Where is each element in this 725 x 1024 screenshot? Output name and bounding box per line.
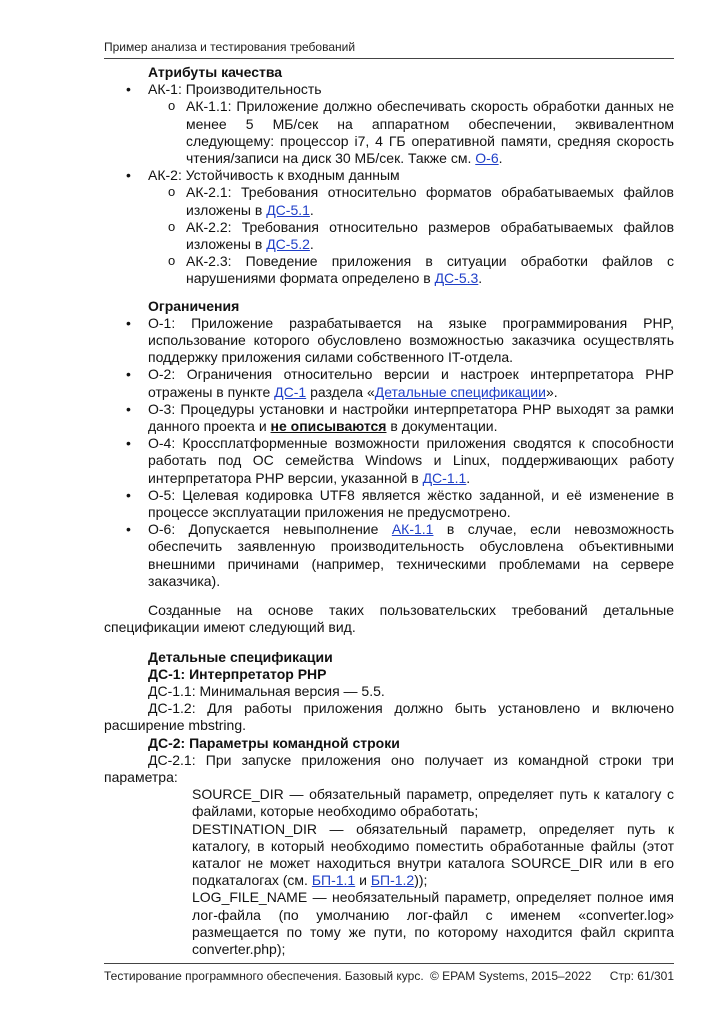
list-item-ak1: • АК-1: Производительность [104,81,674,98]
ds12-text: ДС-1.2: Для работы приложения должно быть установлено и включено расширение mbstring. [104,700,674,734]
quality-list [104,81,674,287]
param-destination-dir [104,821,674,890]
param-source-dir: SOURCE_DIR — обязательный параметр, определяет путь к каталогу с файлами, которые необходимо обработать; [192,786,674,820]
list-item-o3 [104,401,674,435]
link-ds53[interactable]: ДС-5.3 [434,270,479,287]
header-divider [104,58,674,59]
list-item-o4 [104,435,674,487]
o2-text-b: раздела « [306,383,375,400]
o3-emphasis: не описываются [270,418,387,435]
footer-page-number: Стр: 61/301 [609,969,674,983]
list-item-ak22 [104,219,674,253]
p2-text-mid: и [355,872,371,889]
list-item-o5: • О-5: Целевая кодировка UTF8 является жёстко заданной, и её изменение в процессе эксплуатации приложения не предусмотрено. [104,487,674,521]
link-bp12[interactable]: БП-1.2 [370,872,415,889]
ak11-end: . [498,150,503,167]
ds21-text: ДС-2.1: При запуске приложения оно получает из командной строки три параметра: [104,751,674,785]
link-ds11[interactable]: ДС-1.1 [422,469,467,486]
specs-heading: Детальные спецификации [148,648,333,665]
footer-course-title: Тестирование программного обеспечения. Базовый курс. [104,969,424,983]
param-log-file-name: LOG_FILE_NAME — необязательный параметр, определяет полное имя лог-файла (по умолчанию лог-файл с именем «converter.log» размещается по тому же пути, по которому находится файл скрипта converter.php); [192,889,674,957]
list-item-ak11 [104,98,674,167]
o2-text-c: ». [545,383,558,400]
link-bp11[interactable]: БП-1.1 [311,872,356,889]
o2-text-a: О-2: Ограничения относительно версии и настроек интерпретатора PHP отражены в пункте [148,366,674,400]
limits-heading: Ограничения [148,297,240,314]
o3-text-b: в документации. [386,418,498,435]
link-ds1[interactable]: ДС-1 [274,383,307,400]
o4-text-a: О-4: Кроссплатформенные возможности приложения сводятся к способности работать под ОС семейства Windows и Linux, поддерживающих работу интерпретатора PHP версии, указанной в [148,435,674,486]
p2-text-end: )); [414,872,428,889]
quality-heading: Атрибуты качества [148,64,283,80]
link-ak11[interactable]: АК-1.1 [391,521,434,538]
list-item-o2 [104,366,674,400]
link-detailed-specs[interactable]: Детальные спецификации [374,383,546,400]
o6-text-a: О-6: Допускается невыполнение [148,521,392,538]
ak22-end: . [309,236,314,253]
page-header: Пример анализа и тестирования требований [104,40,356,54]
intro-paragraph: Созданные на основе таких пользовательских требований детальные спецификации имеют следующий вид. [104,602,674,636]
ds2-title: ДС-2: Параметры командной строки [148,734,400,751]
ak23-text: АК-2.3: Поведение приложения в ситуации обработки файлов с нарушениями формата определено в [186,253,674,287]
list-item-ak2: • АК-2: Устойчивость к входным данным [104,167,674,184]
link-ds51[interactable]: ДС-5.1 [266,201,310,218]
list-item-ak21 [104,184,674,218]
link-o6[interactable]: О-6 [475,150,499,167]
ak21-text: АК-2.1: Требования относительно форматов обрабатываемых файлов изложены в [186,184,674,218]
list-item-ak23 [104,253,674,287]
footer-divider [104,963,674,964]
ak21-end: . [309,201,314,218]
p2-text-a: DESTINATION_DIR — обязательный параметр, определяет путь к каталогу, в который необходимо поместить обработанные файлы (этот каталог не может находиться внутри каталога SOURCE_DIR или в его подкаталогах (см. [192,820,674,889]
limits-list [104,315,674,590]
link-ds52[interactable]: ДС-5.2 [266,236,310,253]
list-item-o1: • О-1: Приложение разрабатывается на языке программирования PHP, использование которого обусловлено возможностью заказчика осуществлять поддержку приложения силами собственного IT-отдела. [104,315,674,367]
ak11-text: АК-1.1: Приложение должно обеспечивать скорость обработки данных не менее 5 МБ/сек на аппаратном обеспечении, эквивалентном следующему: процессор i7, 4 ГБ оперативной памяти, средняя скорость чтения/записи на диск 30 МБ/сек. Также см. [186,98,674,167]
document-body [104,64,674,958]
ds11-text: ДС-1.1: Минимальная версия — 5.5. [148,682,385,699]
o4-text-b: . [466,469,471,486]
ak22-text: АК-2.2: Требования относительно размеров обрабатываемых файлов изложены в [186,218,674,253]
ds1-title: ДС-1: Интерпретатор PHP [148,665,327,682]
o6-text-b: в случае, если невозможность обеспечить заявленную производительность обусловлена объективными внешними причинами (например, техническими проблемами на сервере заказчика). [148,521,674,589]
footer-copyright: © EPAM Systems, 2015–2022 [430,969,592,983]
o3-text-a: О-3: Процедуры установки и настройки интерпретатора PHP выходят за рамки данного проекта и [148,400,674,435]
list-item-o6 [104,521,674,590]
ak23-end: . [478,270,483,287]
